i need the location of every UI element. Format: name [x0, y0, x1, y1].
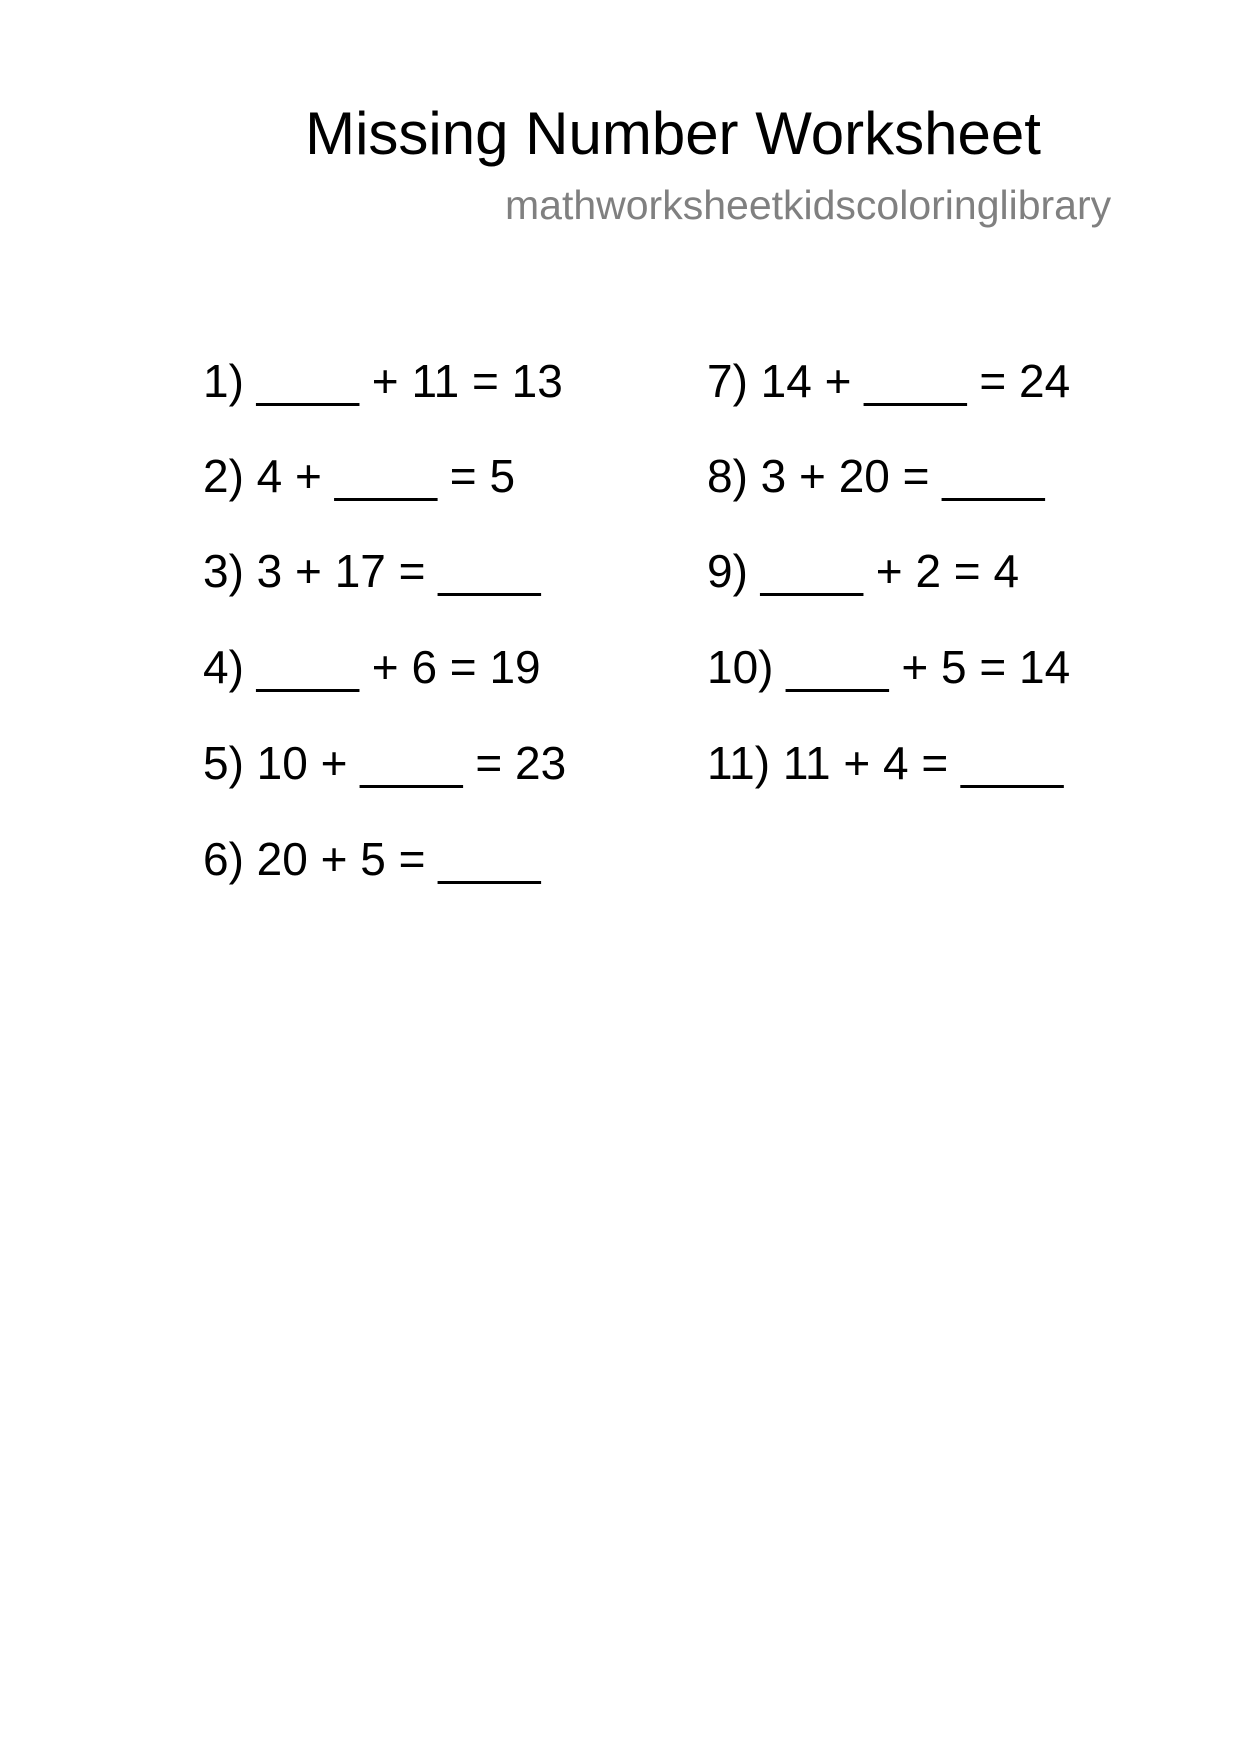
problem-7: 7) 14 + ____ = 24	[707, 355, 1071, 407]
problem-1: 1) ____ + 11 = 13	[203, 355, 563, 407]
worksheet-subtitle: mathworksheetkidscoloringlibrary	[505, 182, 1112, 228]
worksheet-title: Missing Number Worksheet	[305, 100, 1041, 167]
problem-11: 11) 11 + 4 = ____	[707, 737, 1064, 789]
problem-10: 10) ____ + 5 = 14	[707, 641, 1071, 693]
problem-3: 3) 3 + 17 = ____	[203, 545, 541, 597]
problem-8: 8) 3 + 20 = ____	[707, 450, 1045, 502]
problem-9: 9) ____ + 2 = 4	[707, 545, 1020, 597]
problem-2: 2) 4 + ____ = 5	[203, 450, 516, 502]
problem-4: 4) ____ + 6 = 19	[203, 641, 541, 693]
problem-6: 6) 20 + 5 = ____	[203, 833, 541, 885]
problem-5: 5) 10 + ____ = 23	[203, 737, 567, 789]
